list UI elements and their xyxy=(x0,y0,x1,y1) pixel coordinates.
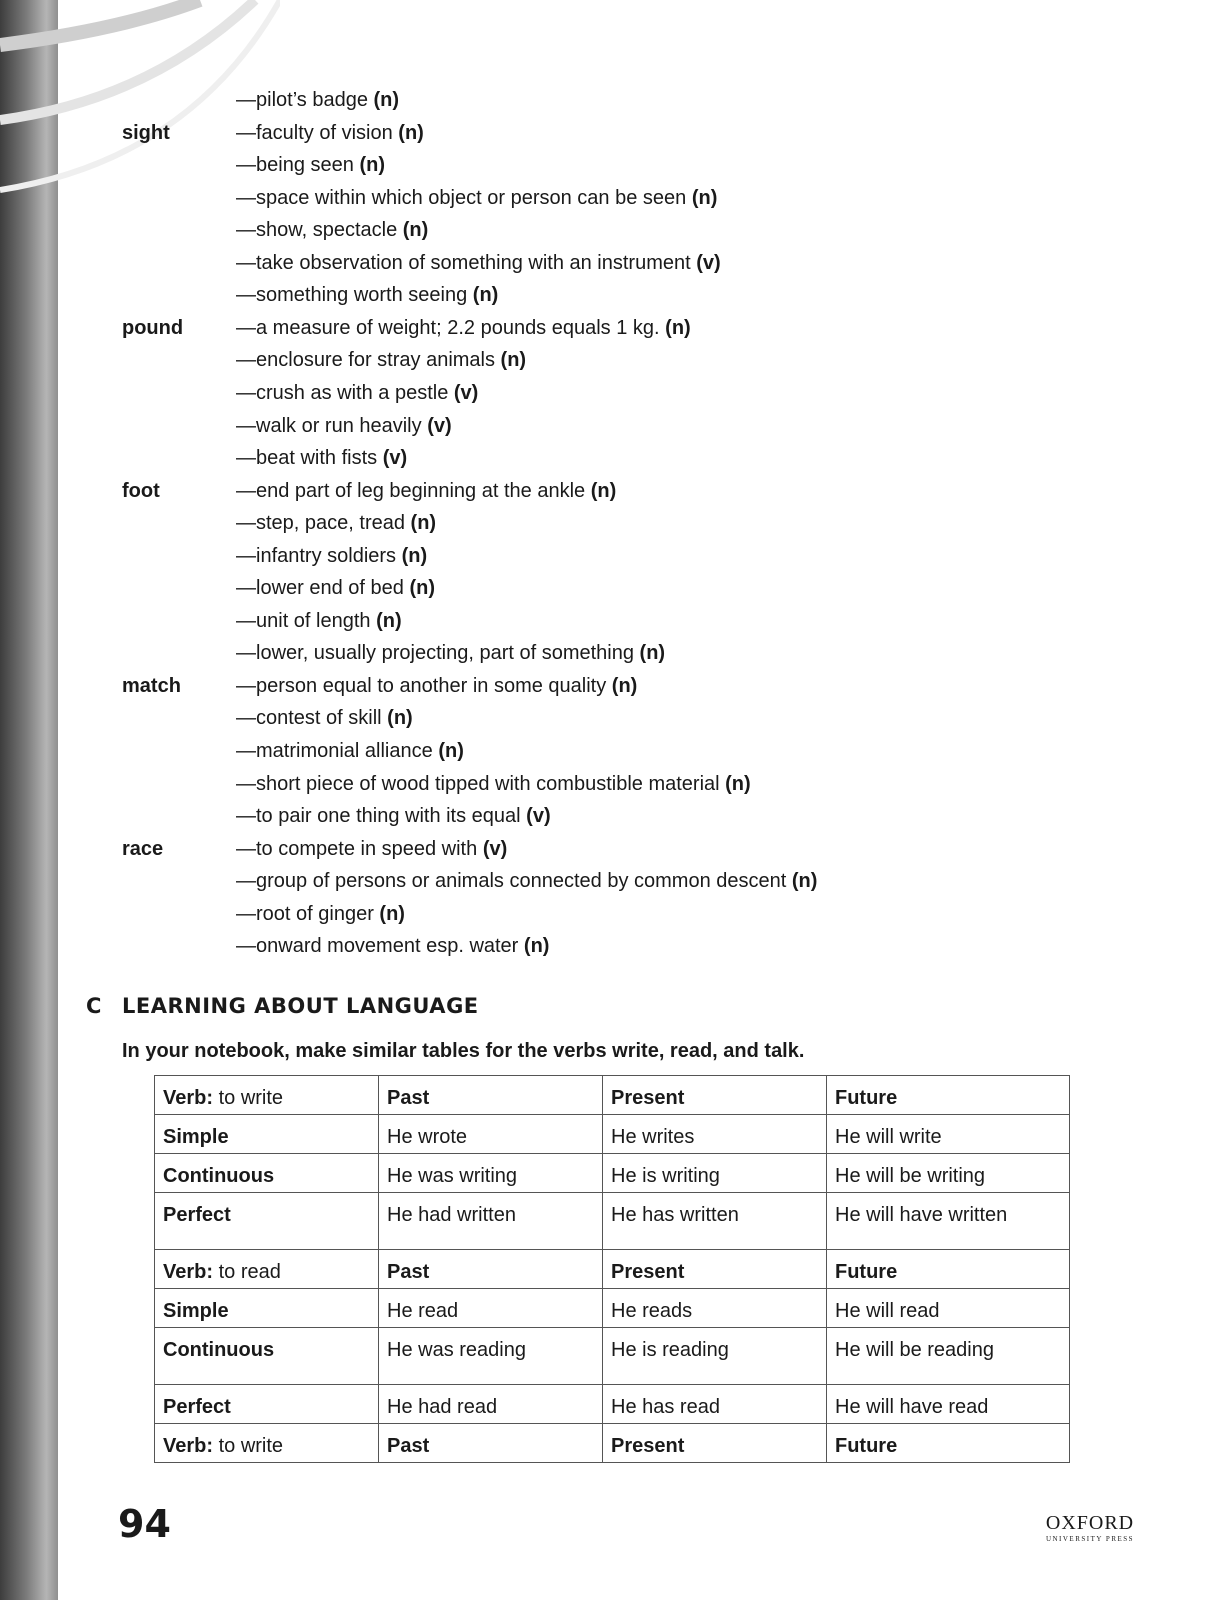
sense-text: —onward movement esp. water xyxy=(236,935,519,958)
headword: foot xyxy=(122,479,160,502)
vocab-entry xyxy=(0,410,1222,442)
table-cell xyxy=(603,1076,827,1115)
cell-text: Future xyxy=(835,1261,898,1283)
vocab-entry xyxy=(0,84,1222,116)
sense-definition xyxy=(236,702,413,734)
headword: sight xyxy=(122,121,170,144)
sense-text: —crush as with a pestle xyxy=(236,381,449,404)
cell-label: Verb: xyxy=(163,1087,214,1109)
cell-text: He has written xyxy=(611,1204,739,1226)
table-cell xyxy=(379,1424,603,1463)
cell-text: He will have read xyxy=(835,1396,989,1418)
vocab-entry xyxy=(0,214,1222,246)
publisher-name: OXFORD xyxy=(1045,1512,1135,1534)
table-cell xyxy=(603,1115,827,1154)
vocab-entry xyxy=(0,117,1222,149)
sense-text: —being seen xyxy=(236,154,354,177)
section-letter: C xyxy=(86,994,102,1018)
vocab-entry xyxy=(0,149,1222,181)
sense-definition xyxy=(236,833,507,865)
sense-text: —to pair one thing with its equal xyxy=(236,805,521,828)
table-cell xyxy=(155,1385,379,1424)
sense-text: —enclosure for stray animals xyxy=(236,349,495,372)
table-cell xyxy=(155,1076,379,1115)
vocab-entry xyxy=(0,670,1222,702)
cell-text: Past xyxy=(387,1261,430,1283)
table-cell xyxy=(603,1328,827,1385)
vocab-entry xyxy=(0,702,1222,734)
table-cell xyxy=(379,1250,603,1289)
cell-text: Perfect xyxy=(163,1204,231,1226)
part-of-speech: (v) xyxy=(453,381,479,404)
sense-text: —short piece of wood tipped with combustible material xyxy=(236,772,720,795)
table-cell xyxy=(827,1154,1070,1193)
table-cell xyxy=(603,1289,827,1328)
table-cell xyxy=(379,1076,603,1115)
table-row xyxy=(155,1154,1070,1193)
table-cell xyxy=(155,1328,379,1385)
table-cell xyxy=(603,1193,827,1250)
table-cell xyxy=(603,1154,827,1193)
table-cell xyxy=(379,1115,603,1154)
cell-text: Simple xyxy=(163,1300,229,1322)
part-of-speech: (n) xyxy=(409,577,435,600)
vocab-entry xyxy=(0,507,1222,539)
part-of-speech: (n) xyxy=(401,544,428,567)
cell-text: He is writing xyxy=(611,1165,720,1187)
sense-text: —faculty of vision xyxy=(236,121,393,144)
table-cell xyxy=(155,1193,379,1250)
sense-definition xyxy=(236,507,436,539)
instruction-text: In your notebook, make similar tables for the verbs write, read, and talk. xyxy=(122,1040,805,1062)
vocab-entry xyxy=(0,865,1222,897)
table-header-row xyxy=(155,1076,1070,1115)
vocab-entry xyxy=(0,279,1222,311)
headword: pound xyxy=(122,316,184,339)
cell-text: He was reading xyxy=(387,1339,526,1361)
headword: race xyxy=(122,837,164,860)
sense-definition xyxy=(236,670,637,702)
verb-tense-table xyxy=(154,1075,1070,1463)
table-cell xyxy=(155,1154,379,1193)
part-of-speech: (n) xyxy=(523,935,550,958)
sense-text: —lower end of bed xyxy=(236,577,404,600)
vocab-entry xyxy=(0,898,1222,930)
table-cell xyxy=(603,1250,827,1289)
cell-text: He will read xyxy=(835,1300,940,1322)
sense-text: —end part of leg beginning at the ankle xyxy=(236,479,586,502)
sense-definition xyxy=(236,865,817,897)
vocab-entry xyxy=(0,735,1222,767)
sense-definition xyxy=(236,475,616,507)
vocab-entry xyxy=(0,312,1222,344)
sense-definition xyxy=(236,214,428,246)
table-cell xyxy=(603,1424,827,1463)
section-title: LEARNING ABOUT LANGUAGE xyxy=(122,994,479,1018)
sense-definition xyxy=(236,117,424,149)
part-of-speech: (v) xyxy=(482,837,508,860)
sense-definition xyxy=(236,247,721,279)
cell-text: He will write xyxy=(835,1126,942,1148)
sense-definition xyxy=(236,605,402,637)
table-cell xyxy=(379,1193,603,1250)
vocab-entry xyxy=(0,182,1222,214)
table-header-row xyxy=(155,1250,1070,1289)
cell-text: He is reading xyxy=(611,1339,729,1361)
cell-text: He wrote xyxy=(387,1126,468,1148)
part-of-speech: (n) xyxy=(376,609,402,632)
part-of-speech: (n) xyxy=(590,479,617,502)
cell-text: Present xyxy=(611,1435,685,1457)
cell-text: He writes xyxy=(611,1126,695,1148)
table-cell xyxy=(827,1385,1070,1424)
vocab-entry xyxy=(0,768,1222,800)
table-cell xyxy=(827,1193,1070,1250)
vocab-entry xyxy=(0,247,1222,279)
part-of-speech: (n) xyxy=(791,870,818,893)
sense-definition xyxy=(236,768,751,800)
cell-text: Future xyxy=(835,1087,898,1109)
sense-definition xyxy=(236,84,399,116)
table-cell xyxy=(827,1250,1070,1289)
part-of-speech: (n) xyxy=(359,154,385,177)
table-cell xyxy=(379,1385,603,1424)
vocab-entry xyxy=(0,930,1222,962)
sense-text: —contest of skill xyxy=(236,707,382,730)
sense-definition xyxy=(236,637,665,669)
vocab-entry xyxy=(0,605,1222,637)
sense-definition xyxy=(236,442,407,474)
part-of-speech: (n) xyxy=(500,349,527,372)
table-row xyxy=(155,1289,1070,1328)
sense-text: —pilot’s badge xyxy=(236,89,368,111)
cell-label: Verb: xyxy=(163,1261,214,1283)
sense-text: —root of ginger xyxy=(236,902,374,925)
cell-text: Continuous xyxy=(163,1165,275,1187)
vocab-entry xyxy=(0,442,1222,474)
sense-text: —space within which object or person can be seen xyxy=(236,186,687,209)
publisher-logo xyxy=(1040,1512,1140,1544)
part-of-speech: (n) xyxy=(639,642,666,665)
cell-text: He had read xyxy=(387,1396,498,1418)
table-cell xyxy=(155,1289,379,1328)
part-of-speech: (n) xyxy=(402,219,429,242)
part-of-speech: (n) xyxy=(611,674,638,697)
sense-definition xyxy=(236,800,551,832)
part-of-speech: (v) xyxy=(696,251,721,274)
table-cell xyxy=(379,1328,603,1385)
cell-text: He will be writing xyxy=(835,1165,986,1187)
part-of-speech: (n) xyxy=(725,772,751,795)
sense-definition xyxy=(236,182,717,214)
part-of-speech: (n) xyxy=(438,740,464,762)
cell-text: He has read xyxy=(611,1396,720,1418)
table-header-row xyxy=(155,1424,1070,1463)
sense-text: —lower, usually projecting, part of something xyxy=(236,642,634,665)
sense-definition xyxy=(236,930,549,962)
sense-text: —infantry soldiers xyxy=(236,544,397,567)
cell-text: He was writing xyxy=(387,1165,518,1187)
vocab-entry xyxy=(0,344,1222,376)
cell-text: He will have written xyxy=(835,1204,1008,1226)
part-of-speech: (n) xyxy=(472,284,499,307)
sense-definition xyxy=(236,149,385,181)
cell-text: to write xyxy=(213,1087,284,1109)
page-number: 94 xyxy=(118,1502,171,1546)
cell-text: Future xyxy=(835,1435,898,1457)
cell-text: Present xyxy=(611,1261,685,1283)
headword: match xyxy=(122,674,181,697)
sense-definition xyxy=(236,735,464,767)
part-of-speech: (v) xyxy=(526,805,551,828)
sense-definition xyxy=(236,410,452,442)
cell-text: Past xyxy=(387,1087,430,1109)
table-row xyxy=(155,1385,1070,1424)
cell-text: He had written xyxy=(387,1204,516,1226)
sense-definition xyxy=(236,898,405,930)
table-cell xyxy=(379,1154,603,1193)
table-row xyxy=(155,1115,1070,1154)
part-of-speech: (n) xyxy=(379,902,405,925)
table-row xyxy=(155,1193,1070,1250)
cell-text: Simple xyxy=(163,1126,229,1148)
sense-definition xyxy=(236,312,691,344)
vocab-entry xyxy=(0,833,1222,865)
cell-text: Continuous xyxy=(163,1339,275,1361)
table-row xyxy=(155,1328,1070,1385)
table-cell xyxy=(827,1328,1070,1385)
cell-text: to read xyxy=(213,1261,281,1283)
sense-definition xyxy=(236,540,427,572)
cell-text: to write xyxy=(213,1435,284,1457)
cell-text: He reads xyxy=(611,1300,693,1322)
sense-definition xyxy=(236,572,435,604)
vocab-entry xyxy=(0,540,1222,572)
cell-label: Verb: xyxy=(163,1435,214,1457)
sense-text: —take observation of something with an instrument xyxy=(236,251,691,274)
table-cell xyxy=(827,1424,1070,1463)
vocab-entry xyxy=(0,475,1222,507)
table-cell xyxy=(827,1115,1070,1154)
part-of-speech: (v) xyxy=(382,447,408,470)
vocab-entry xyxy=(0,572,1222,604)
sense-definition xyxy=(236,377,478,409)
part-of-speech: (n) xyxy=(665,316,691,339)
part-of-speech: (n) xyxy=(691,186,718,209)
sense-definition xyxy=(236,279,498,311)
table-cell xyxy=(827,1076,1070,1115)
sense-text: —something worth seeing xyxy=(236,284,468,307)
publisher-subtitle: UNIVERSITY PRESS xyxy=(1045,1535,1135,1543)
part-of-speech: (n) xyxy=(410,512,437,535)
part-of-speech: (v) xyxy=(427,414,452,437)
sense-text: —a measure of weight; 2.2 pounds equals 1 kg. xyxy=(236,316,660,339)
cell-text: Perfect xyxy=(163,1396,231,1418)
sense-text: —beat with fists xyxy=(236,447,378,470)
cell-text: He read xyxy=(387,1300,459,1322)
sense-definition xyxy=(236,344,526,376)
part-of-speech: (n) xyxy=(373,89,400,111)
cell-text: He will be reading xyxy=(835,1339,994,1361)
part-of-speech: (n) xyxy=(398,121,424,144)
vocab-entry xyxy=(0,637,1222,669)
table-cell xyxy=(827,1289,1070,1328)
part-of-speech: (n) xyxy=(387,707,413,730)
sense-text: —matrimonial alliance xyxy=(236,740,433,762)
table-cell xyxy=(379,1289,603,1328)
sense-text: —show, spectacle xyxy=(236,219,398,242)
sense-text: —unit of length xyxy=(236,609,371,632)
cell-text: Past xyxy=(387,1435,430,1457)
sense-text: —step, pace, tread xyxy=(236,512,405,535)
sense-text: —to compete in speed with xyxy=(236,837,478,860)
vocab-entry xyxy=(0,800,1222,832)
sense-text: —walk or run heavily xyxy=(236,414,422,437)
vocab-entry xyxy=(0,377,1222,409)
table-cell xyxy=(155,1250,379,1289)
table-cell xyxy=(155,1115,379,1154)
cell-text: Present xyxy=(611,1087,685,1109)
sense-text: —group of persons or animals connected by common descent xyxy=(236,870,787,893)
table-cell xyxy=(155,1424,379,1463)
sense-text: —person equal to another in some quality xyxy=(236,674,607,697)
table-cell xyxy=(603,1385,827,1424)
